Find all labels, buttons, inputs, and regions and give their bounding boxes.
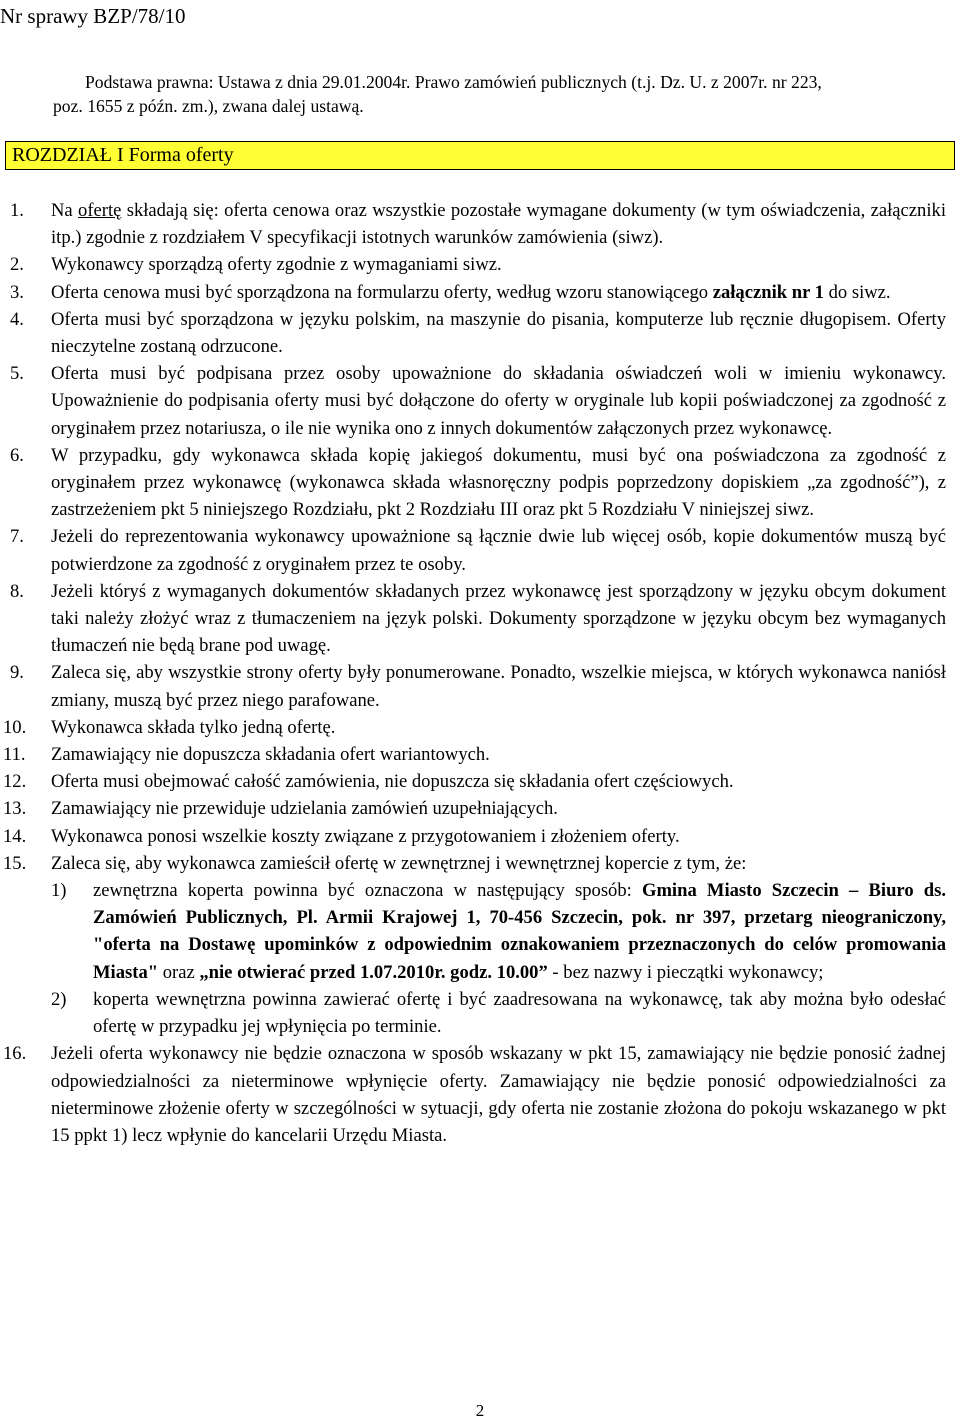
item-number: 7.	[10, 526, 24, 548]
legal-basis	[53, 70, 945, 118]
list-item	[0, 795, 946, 822]
list-item	[0, 360, 946, 442]
item-number: 1.	[10, 200, 24, 221]
offer-rules-list	[0, 197, 946, 1149]
list-item	[0, 1040, 946, 1149]
list-item	[0, 279, 946, 306]
chapter-title: ROZDZIAŁ I Forma oferty	[12, 144, 234, 166]
item-text: Oferta musi być podpisana przez osoby upoważnione do składania oświadczeń woli w imieniu wykonawcy. Upoważnienie do podpisania oferty musi być dołączone do oferty w oryginale lub kopii poświadczonej za zgodność z oryginałem przez notariusza, o ile nie wynika ono z innych dokumentów załączonych przez wykonawcę.	[51, 363, 946, 439]
envelope-sublist	[51, 877, 946, 1040]
list-item	[0, 714, 946, 741]
page-number: 2	[475, 1401, 485, 1420]
subitem-text: zewnętrzna koperta powinna być oznaczona w następujący sposób:	[93, 880, 642, 902]
item-number: 14.	[3, 825, 27, 847]
item-text: Zamawiający nie przewiduje udzielania zamówień uzupełniających.	[51, 798, 558, 820]
item-number: 2.	[10, 254, 24, 276]
list-item	[0, 823, 946, 850]
item-text: Jeżeli oferta wykonawcy nie będzie oznaczona w sposób wskazany w pkt 15, zamawiający nie będzie ponosić żadnej odpowiedzialności za nieterminowe wpłynięcie oferty. Zamawiający nie będzie ponosić odpowiedzialności za nieterminowe złożenie oferty w szczególności w sytuacji, gdy oferta nie zostanie złożona do pokoju wskazanego w pkt 15 ppkt 1) lecz wpłynie do kancelarii Urzędu Miasta.	[51, 1043, 946, 1146]
item-number: 11.	[3, 744, 26, 766]
item-number: 6.	[10, 444, 24, 466]
subitem-text: oraz	[158, 961, 200, 983]
list-item	[0, 768, 946, 795]
item-number: 15.	[3, 852, 27, 874]
item-text: Oferta musi być sporządzona w języku polskim, na maszynie do pisania, komputerze lub ręcznie długopisem. Oferty nieczytelne zostaną odrzucone.	[51, 308, 946, 358]
item-number: 9.	[10, 662, 24, 684]
list-item	[0, 523, 946, 577]
attachment-reference: załącznik nr 1	[712, 281, 824, 303]
list-item	[0, 442, 946, 524]
item-text: składają się: oferta cenowa oraz wszystkie pozostałe wymagane dokumenty (w tym oświadczenia, załączniki itp.) zgodnie z rozdziałem V specyfikacji istotnych warunków zamówienia (siwz).	[51, 200, 946, 249]
subitem-number: 2)	[51, 988, 67, 1010]
item-number: 12.	[3, 771, 27, 793]
subitem-number: 1)	[51, 880, 67, 902]
item-text: Zaleca się, aby wykonawca zamieścił ofertę w zewnętrznej i wewnętrznej kopercie z tym, że:	[51, 852, 747, 874]
envelope-address: Gmina Miasto Szczecin – Biuro ds. Zamówień Publicznych, Pl. Armii Krajowej 1, 70-456 Szczecin, pok. nr 397, przetarg nieograniczony, "oferta na Dostawę upominków z odpowiednim oznakowaniem przeznaczonych do celów promowania Miasta"	[93, 880, 946, 983]
sublist-item	[51, 986, 946, 1040]
item-text: W przypadku, gdy wykonawca składa kopię jakiegoś dokumentu, musi być ona poświadczona za zgodność z oryginałem przez wykonawcę (wykonawca składa własnoręczny podpis poprzedzony dopiskiem „za zgodność”), z zastrzeżeniem pkt 5 niniejszego Rozdziału, pkt 2 Rozdziału III oraz pkt 5 Rozdziału V niniejszej siwz.	[51, 444, 946, 521]
subitem-text: - bez nazwy i pieczątki wykonawcy;	[547, 961, 824, 983]
item-number: 8.	[10, 580, 24, 602]
list-item	[0, 741, 946, 768]
item-text: Oferta musi obejmować całość zamówienia, nie dopuszcza się składania ofert częściowych.	[51, 771, 734, 793]
do-not-open-notice: „nie otwierać przed 1.07.2010r. godz. 10.00”	[199, 961, 548, 983]
item-number: 3.	[10, 281, 24, 303]
subitem-text: koperta wewnętrzna powinna zawierać ofertę i być zaadresowana na wykonawcę, tak aby można było odesłać ofertę w przypadku jej wpłynięcia po terminie.	[93, 988, 946, 1038]
list-item	[0, 197, 946, 251]
item-number: 5.	[10, 363, 24, 385]
item-number: 16.	[3, 1043, 27, 1065]
item-text: Jeżeli któryś z wymaganych dokumentów składanych przez wykonawcę jest sporządzony w języku obcym dokument taki należy złożyć wraz z tłumaczeniem na język polski. Dokumenty sporządzone w języku obcym bez wymaganych tłumaczeń nie będą brane pod uwagę.	[51, 580, 946, 657]
item-text: Wykonawca składa tylko jedną ofertę.	[51, 716, 336, 738]
item-text: Wykonawcy sporządzą oferty zgodnie z wymaganiami siwz.	[51, 254, 502, 276]
legal-basis-line-2: poz. 1655 z późn. zm.), zwana dalej ustawą.	[53, 96, 364, 116]
item-number: 13.	[3, 798, 27, 820]
item-text: Wykonawca ponosi wszelkie koszty związane z przygotowaniem i złożeniem oferty.	[51, 825, 680, 847]
list-item	[0, 251, 946, 278]
sublist-item	[51, 877, 946, 986]
item-number: 4.	[10, 308, 24, 330]
item-text: Na	[51, 200, 79, 221]
list-item	[0, 659, 946, 713]
item-text: Oferta cenowa musi być sporządzona na formularzu oferty, według wzoru stanowiącego	[51, 281, 713, 303]
underlined-word: ofertę	[78, 200, 122, 221]
item-text: do siwz.	[823, 281, 891, 303]
item-text: Zamawiający nie dopuszcza składania ofert wariantowych.	[51, 744, 490, 766]
legal-basis-line-1: Podstawa prawna: Ustawa z dnia 29.01.2004r. Prawo zamówień publicznych (t.j. Dz. U. z 2007r. nr 223,	[85, 72, 822, 92]
item-text: Jeżeli do reprezentowania wykonawcy upoważnione są łącznie dwie lub więcej osób, kopie dokumentów muszą być potwierdzone za zgodność z oryginałem przez te osoby.	[51, 526, 946, 575]
case-number: Nr sprawy BZP/78/10	[0, 4, 186, 28]
list-item	[0, 850, 946, 1040]
list-item	[0, 306, 946, 360]
chapter-heading	[5, 141, 955, 170]
item-text: Zaleca się, aby wszystkie strony oferty były ponumerowane. Ponadto, wszelkie miejsca, w których wykonawca naniósł zmiany, muszą być przez niego parafowane.	[51, 662, 946, 711]
list-item	[0, 578, 946, 660]
item-number: 10.	[3, 716, 27, 738]
